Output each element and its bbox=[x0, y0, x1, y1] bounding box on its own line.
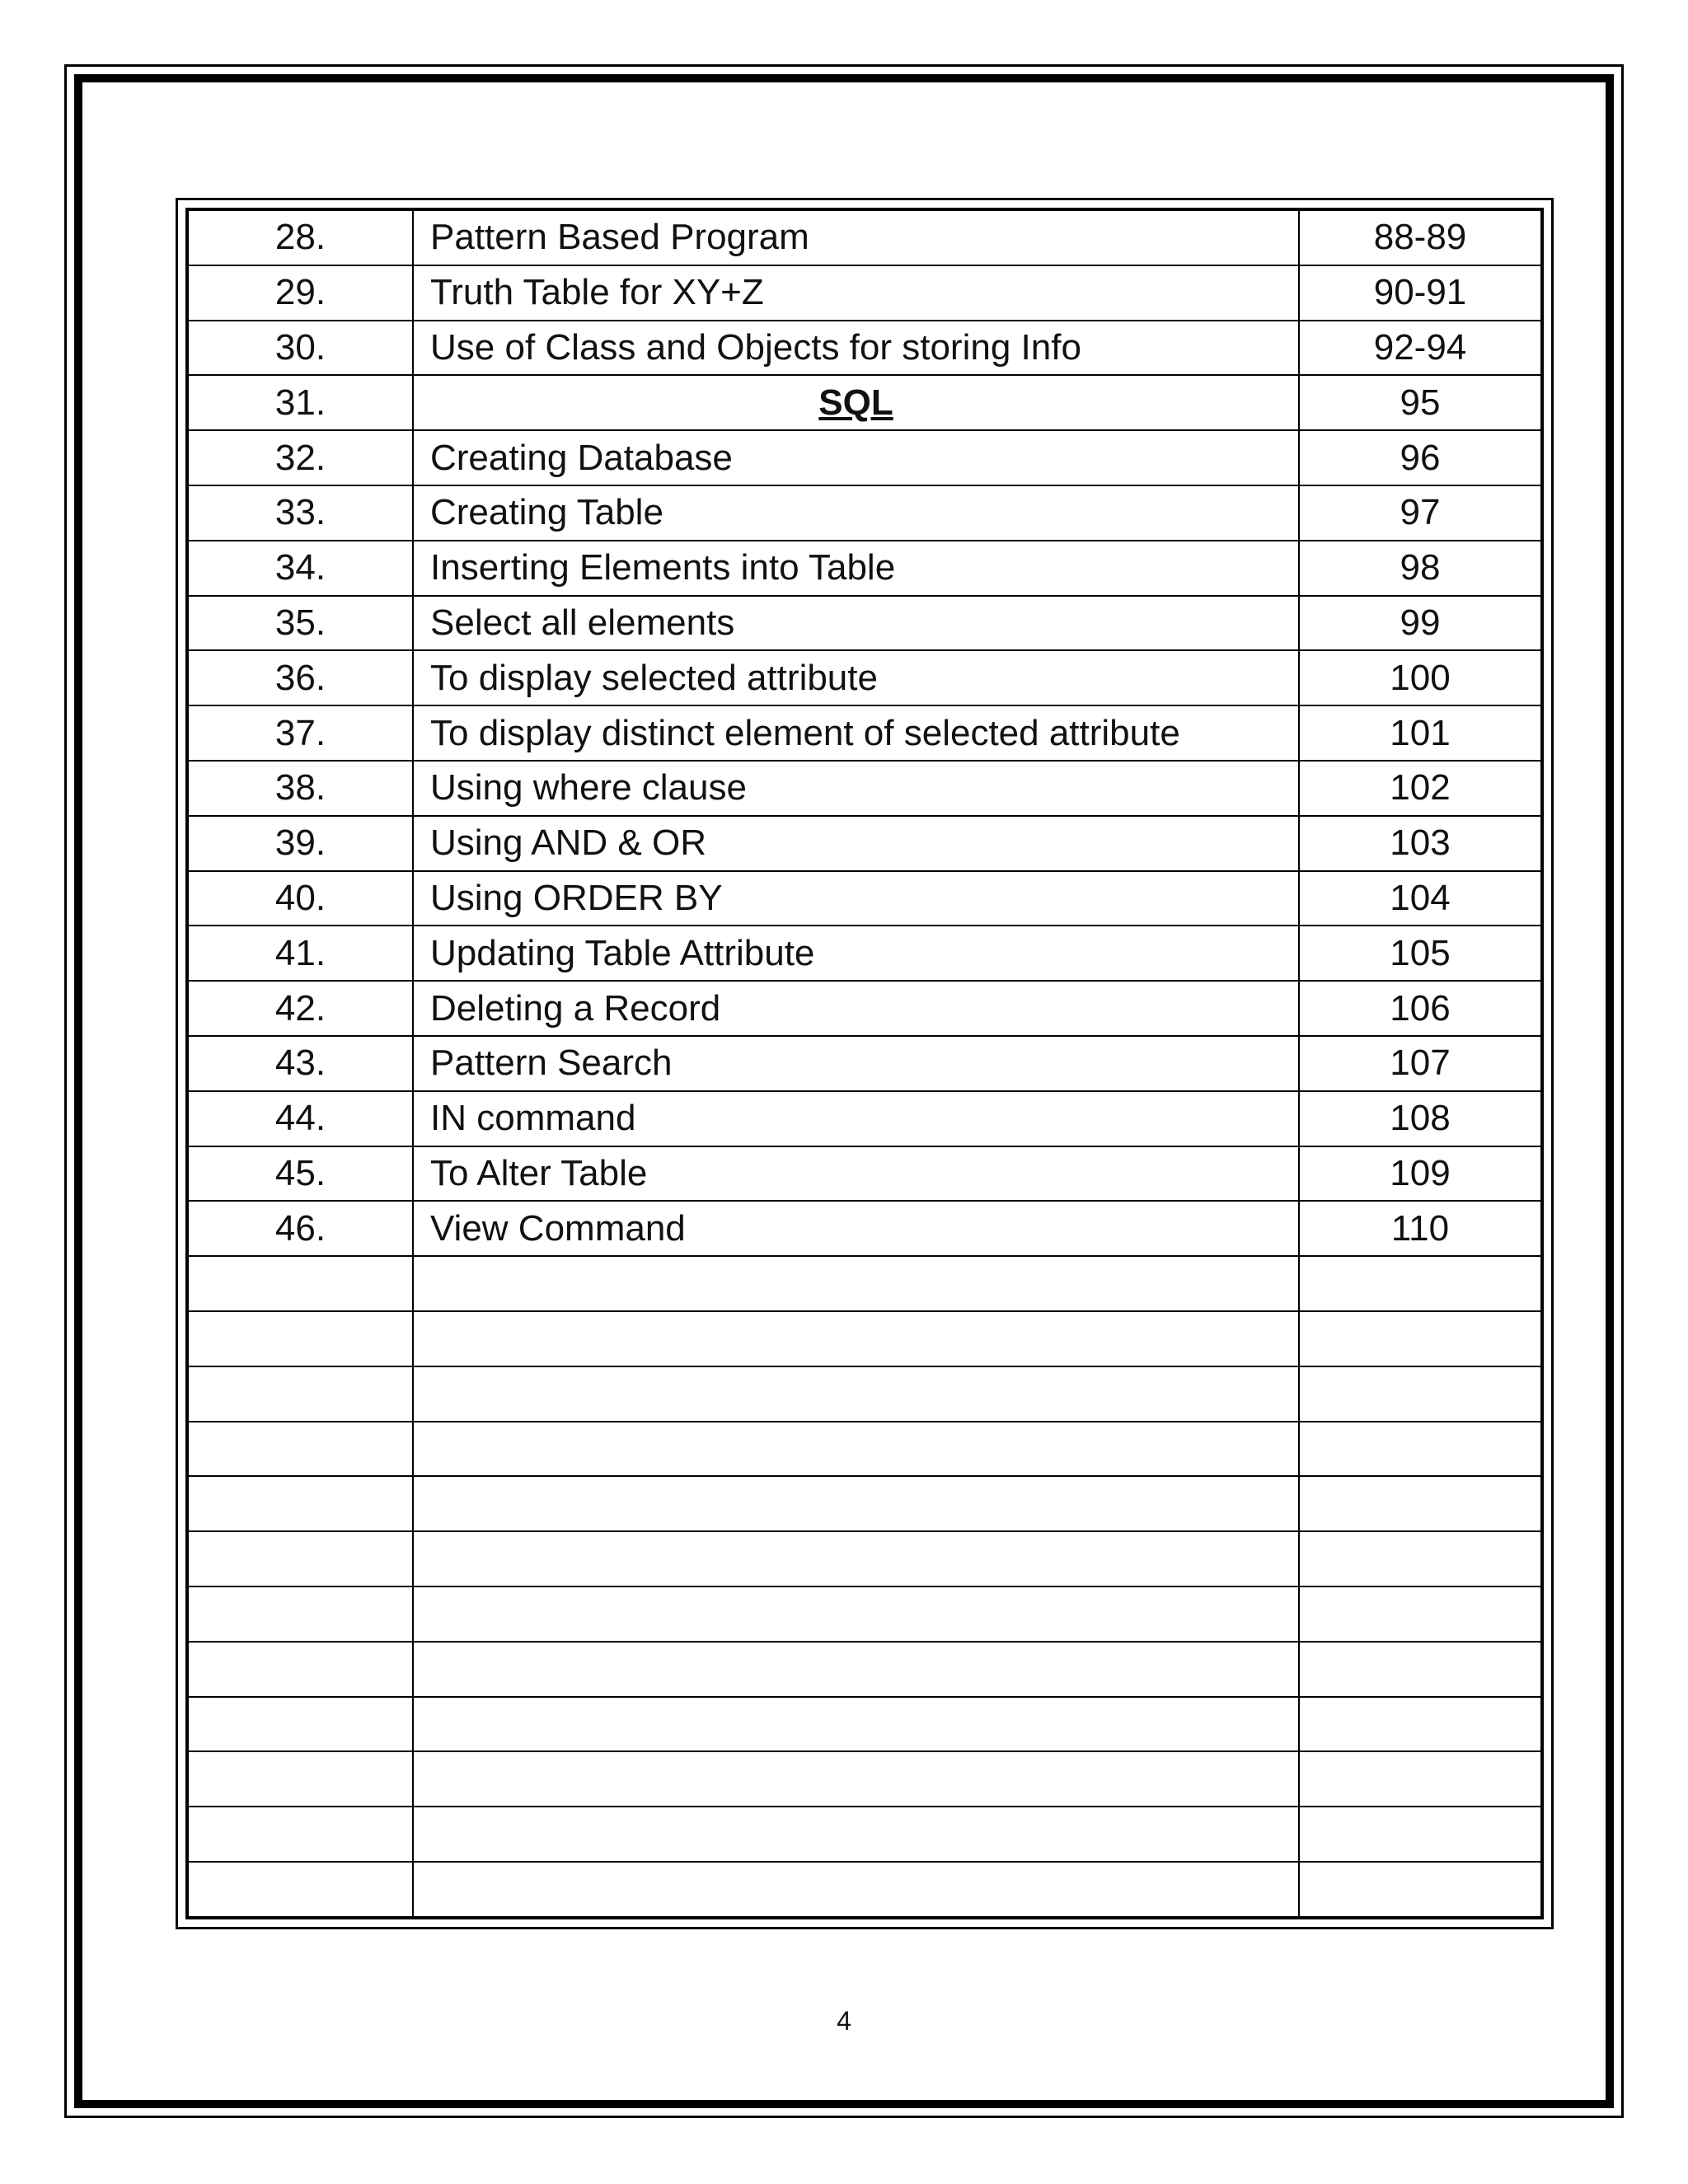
entry-title: Deleting a Record bbox=[413, 981, 1299, 1036]
entry-title bbox=[413, 1586, 1299, 1642]
entry-title: To display distinct element of selected attribute bbox=[413, 705, 1299, 761]
entry-title bbox=[413, 1366, 1299, 1422]
entry-page bbox=[1299, 1751, 1540, 1807]
entry-page bbox=[1299, 1642, 1540, 1697]
entry-title bbox=[413, 1751, 1299, 1807]
table-row bbox=[189, 1256, 1540, 1311]
entry-number bbox=[189, 1311, 413, 1366]
entry-title: Pattern Based Program bbox=[413, 211, 1299, 265]
entry-page bbox=[1299, 1422, 1540, 1477]
entry-number: 45. bbox=[189, 1146, 413, 1202]
entry-title: Inserting Elements into Table bbox=[413, 541, 1299, 596]
entry-number: 29. bbox=[189, 265, 413, 321]
table-row bbox=[189, 596, 1540, 651]
table-row bbox=[189, 375, 1540, 430]
entry-number: 38. bbox=[189, 761, 413, 816]
table-row bbox=[189, 816, 1540, 871]
table-row bbox=[189, 1311, 1540, 1366]
entry-page: 107 bbox=[1299, 1036, 1540, 1091]
entry-title: Select all elements bbox=[413, 596, 1299, 651]
entry-number: 30. bbox=[189, 321, 413, 376]
entry-page: 102 bbox=[1299, 761, 1540, 816]
entry-page: 98 bbox=[1299, 541, 1540, 596]
entry-number: 43. bbox=[189, 1036, 413, 1091]
table-row bbox=[189, 926, 1540, 981]
entry-page: 92-94 bbox=[1299, 321, 1540, 376]
table-row bbox=[189, 485, 1540, 541]
entry-page: 109 bbox=[1299, 1146, 1540, 1202]
entry-number: 41. bbox=[189, 926, 413, 981]
entry-page: 108 bbox=[1299, 1091, 1540, 1146]
table-row bbox=[189, 1697, 1540, 1752]
entry-title: Using AND & OR bbox=[413, 816, 1299, 871]
entry-number: 34. bbox=[189, 541, 413, 596]
entry-number: 32. bbox=[189, 430, 413, 485]
entry-title: View Command bbox=[413, 1201, 1299, 1256]
entry-title: Pattern Search bbox=[413, 1036, 1299, 1091]
entry-page: 103 bbox=[1299, 816, 1540, 871]
entry-number: 28. bbox=[189, 211, 413, 265]
entry-number: 36. bbox=[189, 650, 413, 705]
table-row bbox=[189, 871, 1540, 926]
entry-page: 110 bbox=[1299, 1201, 1540, 1256]
entry-title: Updating Table Attribute bbox=[413, 926, 1299, 981]
entry-number bbox=[189, 1531, 413, 1586]
table-row bbox=[189, 761, 1540, 816]
table-row bbox=[189, 650, 1540, 705]
entry-number: 39. bbox=[189, 816, 413, 871]
entry-number bbox=[189, 1862, 413, 1916]
entry-page: 104 bbox=[1299, 871, 1540, 926]
entry-page: 88-89 bbox=[1299, 211, 1540, 265]
entry-page: 100 bbox=[1299, 650, 1540, 705]
table-row bbox=[189, 1036, 1540, 1091]
entry-page: 101 bbox=[1299, 705, 1540, 761]
entry-number: 35. bbox=[189, 596, 413, 651]
table-row bbox=[189, 211, 1540, 265]
toc-table-frame-inner bbox=[185, 208, 1544, 1919]
entry-page bbox=[1299, 1366, 1540, 1422]
entry-title bbox=[413, 1422, 1299, 1477]
entry-title: Creating Table bbox=[413, 485, 1299, 541]
entry-page bbox=[1299, 1807, 1540, 1862]
entry-title: Truth Table for XY+Z bbox=[413, 265, 1299, 321]
entry-page bbox=[1299, 1586, 1540, 1642]
entry-number: 42. bbox=[189, 981, 413, 1036]
entry-number: 37. bbox=[189, 705, 413, 761]
entry-title: Using where clause bbox=[413, 761, 1299, 816]
entry-number: 31. bbox=[189, 375, 413, 430]
entry-title: To Alter Table bbox=[413, 1146, 1299, 1202]
table-row bbox=[189, 1807, 1540, 1862]
table-row bbox=[189, 541, 1540, 596]
page-number: 4 bbox=[837, 2006, 851, 2036]
entry-title: Creating Database bbox=[413, 430, 1299, 485]
entry-page: 99 bbox=[1299, 596, 1540, 651]
table-row bbox=[189, 1531, 1540, 1586]
entry-title bbox=[413, 1256, 1299, 1311]
entry-number bbox=[189, 1751, 413, 1807]
table-row bbox=[189, 1586, 1540, 1642]
entry-page bbox=[1299, 1697, 1540, 1752]
table-row bbox=[189, 1422, 1540, 1477]
table-row bbox=[189, 1146, 1540, 1202]
toc-table-frame bbox=[176, 198, 1554, 1929]
entry-title: To display selected attribute bbox=[413, 650, 1299, 705]
entry-title bbox=[413, 1642, 1299, 1697]
table-row bbox=[189, 1091, 1540, 1146]
entry-number bbox=[189, 1807, 413, 1862]
entry-title bbox=[413, 1697, 1299, 1752]
table-row bbox=[189, 430, 1540, 485]
entry-number bbox=[189, 1697, 413, 1752]
entry-number: 44. bbox=[189, 1091, 413, 1146]
table-row bbox=[189, 1366, 1540, 1422]
entry-title bbox=[413, 1311, 1299, 1366]
entry-number: 46. bbox=[189, 1201, 413, 1256]
table-row bbox=[189, 1751, 1540, 1807]
entry-page: 95 bbox=[1299, 375, 1540, 430]
entry-number bbox=[189, 1586, 413, 1642]
entry-number bbox=[189, 1422, 413, 1477]
table-row bbox=[189, 1642, 1540, 1697]
entry-title bbox=[413, 1531, 1299, 1586]
toc-table bbox=[189, 211, 1540, 1916]
entry-title bbox=[413, 1476, 1299, 1531]
entry-number: 33. bbox=[189, 485, 413, 541]
entry-number bbox=[189, 1642, 413, 1697]
entry-page bbox=[1299, 1862, 1540, 1916]
table-row bbox=[189, 265, 1540, 321]
entry-page: 96 bbox=[1299, 430, 1540, 485]
entry-page bbox=[1299, 1256, 1540, 1311]
entry-number bbox=[189, 1256, 413, 1311]
table-row bbox=[189, 321, 1540, 376]
table-row bbox=[189, 1201, 1540, 1256]
table-row bbox=[189, 1862, 1540, 1916]
entry-page: 106 bbox=[1299, 981, 1540, 1036]
entry-title: IN command bbox=[413, 1091, 1299, 1146]
entry-number bbox=[189, 1366, 413, 1422]
entry-title: Use of Class and Objects for storing Info bbox=[413, 321, 1299, 376]
entry-page: 97 bbox=[1299, 485, 1540, 541]
table-row bbox=[189, 705, 1540, 761]
entry-page bbox=[1299, 1311, 1540, 1366]
entry-page: 105 bbox=[1299, 926, 1540, 981]
entry-number bbox=[189, 1476, 413, 1531]
toc-table-body bbox=[189, 211, 1540, 1916]
entry-number: 40. bbox=[189, 871, 413, 926]
entry-title: Using ORDER BY bbox=[413, 871, 1299, 926]
entry-title bbox=[413, 1862, 1299, 1916]
table-row bbox=[189, 981, 1540, 1036]
entry-title bbox=[413, 1807, 1299, 1862]
entry-page: 90-91 bbox=[1299, 265, 1540, 321]
entry-page bbox=[1299, 1476, 1540, 1531]
entry-page bbox=[1299, 1531, 1540, 1586]
table-row bbox=[189, 1476, 1540, 1531]
section-heading: SQL bbox=[413, 375, 1299, 430]
